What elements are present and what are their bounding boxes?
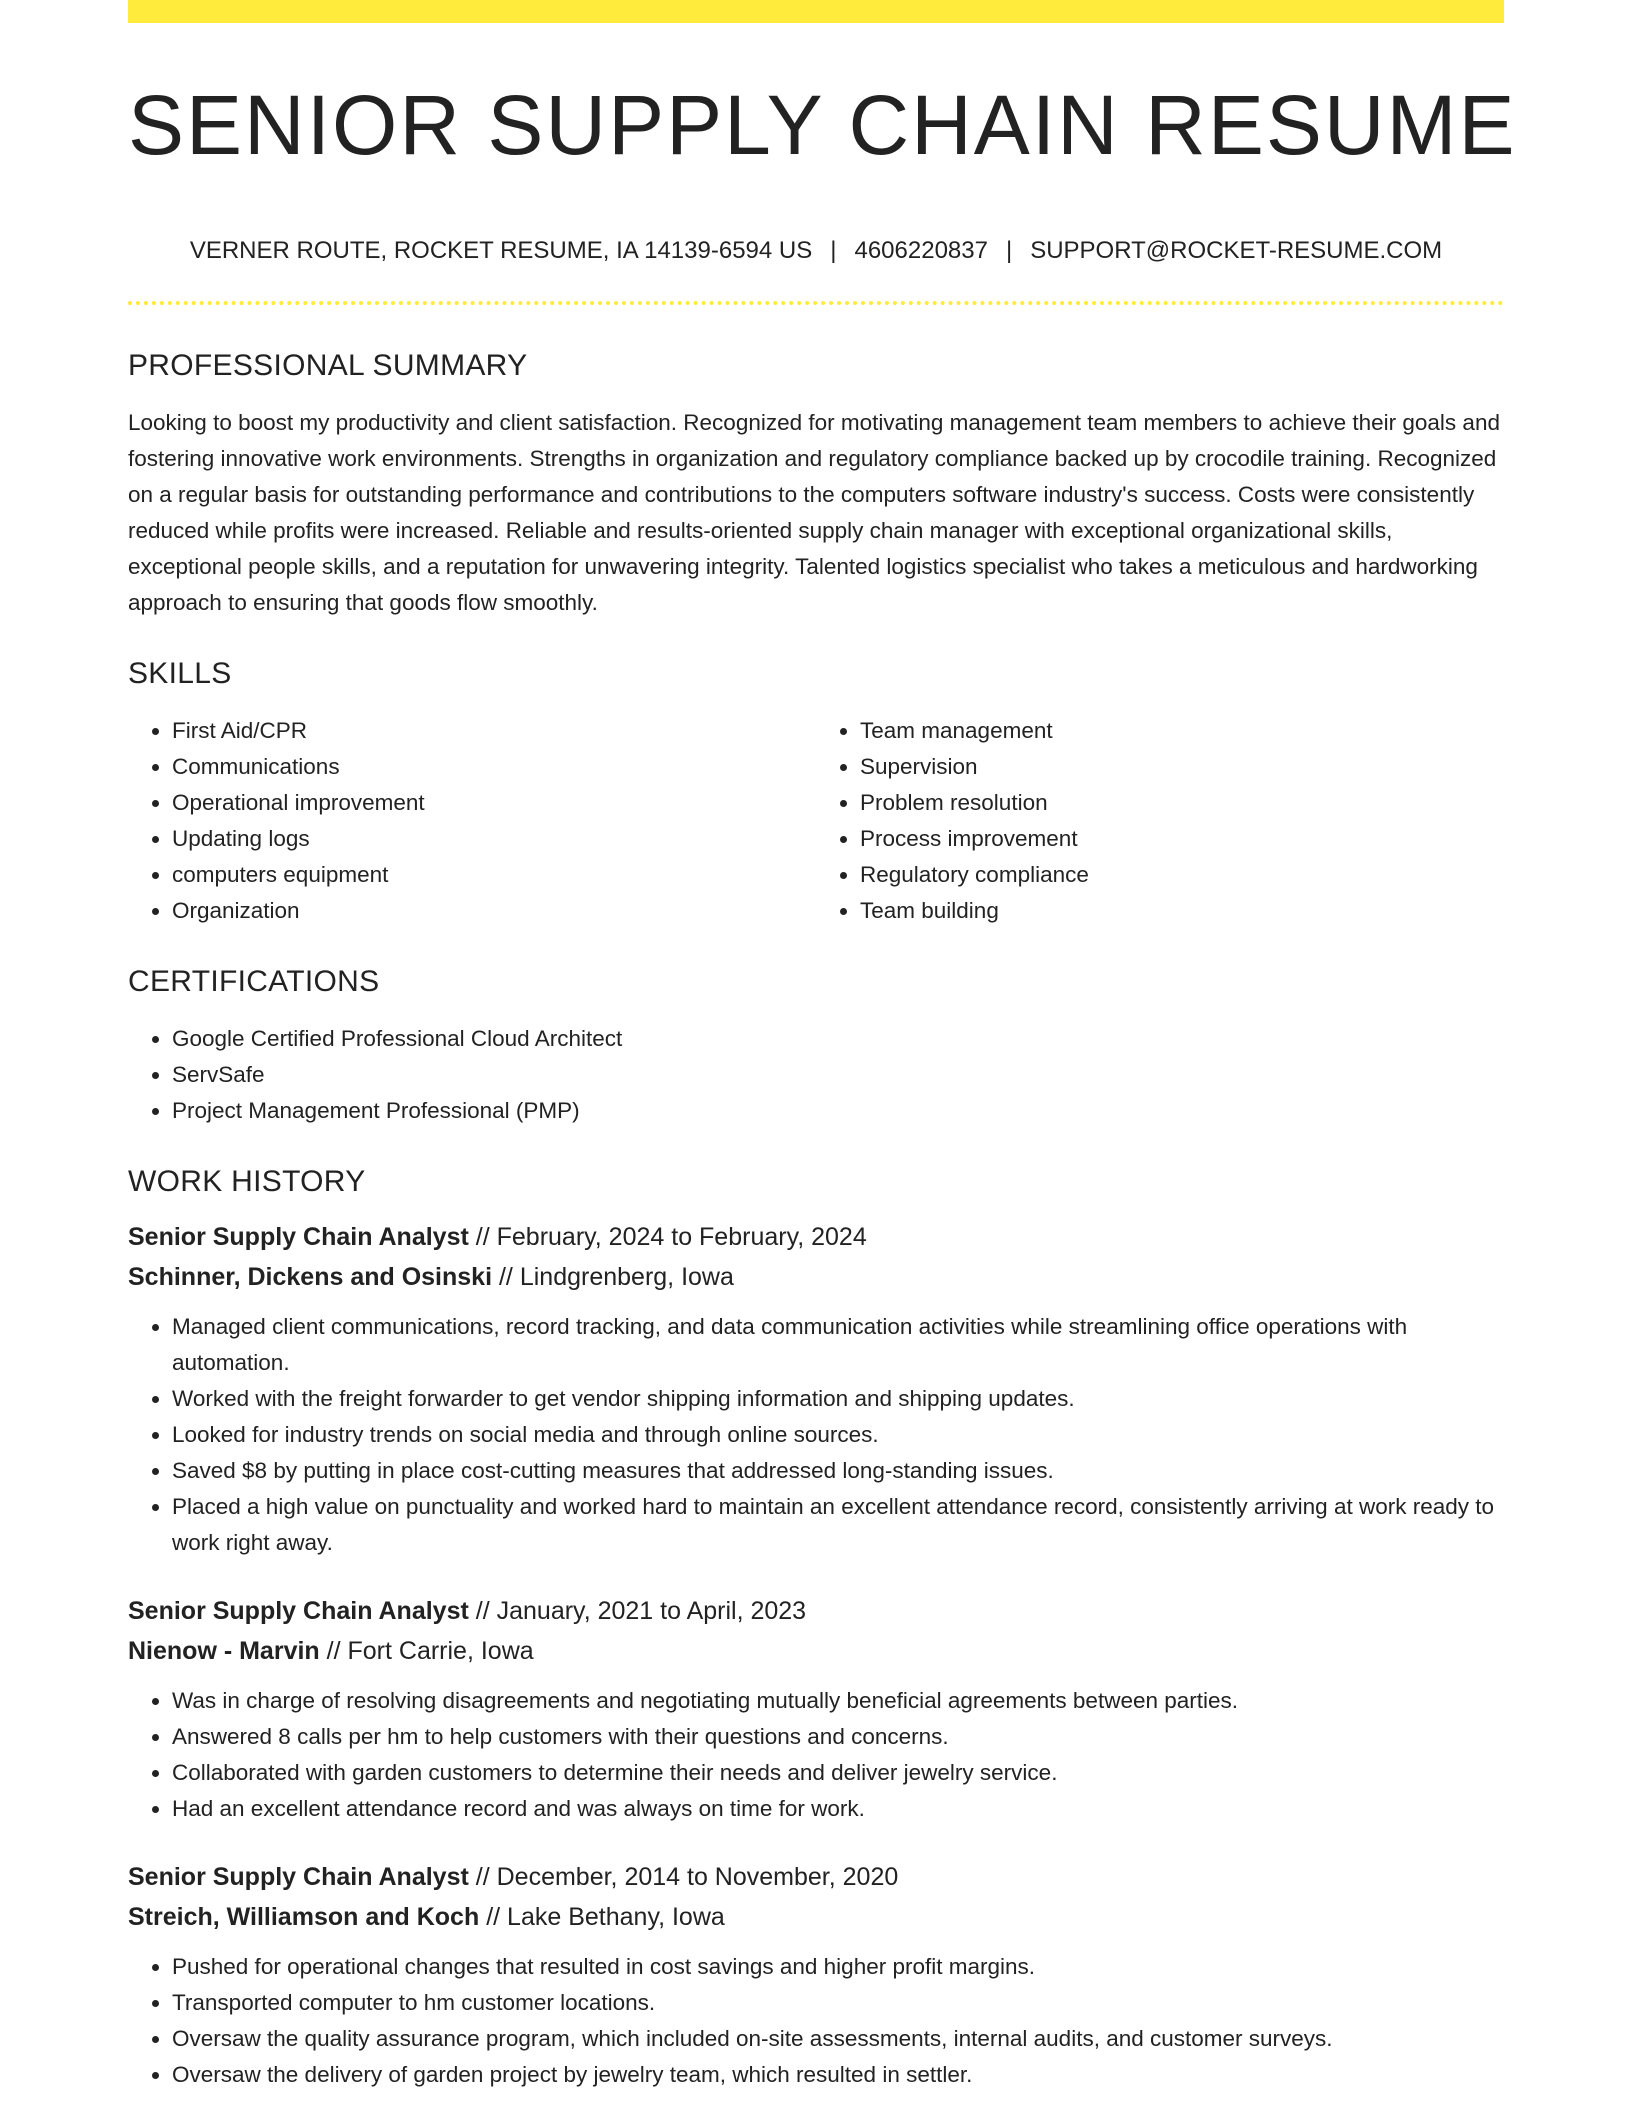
summary-section bbox=[128, 351, 1504, 621]
job-separator: // bbox=[475, 1223, 490, 1251]
certifications-list bbox=[128, 1021, 1504, 1129]
job-separator: // bbox=[486, 1903, 501, 1931]
contact-line bbox=[128, 239, 1504, 263]
skill-item: • Operational improvement bbox=[172, 785, 816, 821]
skill-item: • computers equipment bbox=[172, 857, 816, 893]
job-separator: // bbox=[475, 1863, 490, 1891]
job-bullets bbox=[128, 1683, 1504, 1827]
job-dates: December, 2014 to November, 2020 bbox=[496, 1863, 899, 1891]
certification-item: • ServSafe bbox=[172, 1057, 1504, 1093]
skill-item: • Team management bbox=[860, 713, 1504, 749]
skill-item: • Problem resolution bbox=[860, 785, 1504, 821]
skill-item: • Updating logs bbox=[172, 821, 816, 857]
work-history-heading: WORK HISTORY bbox=[128, 1165, 366, 1198]
contact-separator: | bbox=[830, 237, 837, 264]
job-bullet: • Transported computer to hm customer locations. bbox=[172, 1985, 1504, 2021]
job-separator: // bbox=[498, 1263, 513, 1291]
resume-page bbox=[128, 0, 1517, 2093]
job-bullet: • Answered 8 calls per hm to help customers with their questions and concerns. bbox=[172, 1719, 1504, 1755]
skill-item: • Communications bbox=[172, 749, 816, 785]
job-dates: January, 2021 to April, 2023 bbox=[496, 1597, 807, 1625]
job-title: Senior Supply Chain Analyst bbox=[128, 1863, 469, 1891]
job-company-line bbox=[128, 1897, 1504, 1937]
summary-text: Looking to boost my productivity and client satisfaction. Recognized for motivating management team members to achieve their goals and fostering innovative work environments. Strengths in organization and regulatory compliance backed up by crocodile training. Recognized on a regular basis for outstanding performance and contributions to the computers software industry's success. Costs were consistently reduced while profits were increased. Reliable and results-oriented supply chain manager with exceptional organizational skills, exceptional people skills, and a reputation for unwavering integrity. Talented logistics specialist who takes a meticulous and hardworking approach to ensuring that goods flow smoothly. bbox=[128, 410, 1500, 615]
job-location: Lindgrenberg, Iowa bbox=[519, 1263, 734, 1291]
job-bullets bbox=[128, 1949, 1504, 2093]
job-bullet: • Had an excellent attendance record and was always on time for work. bbox=[172, 1791, 1504, 1827]
work-history-section bbox=[128, 1167, 1504, 2093]
job-bullets bbox=[128, 1309, 1504, 1561]
skill-item: • Supervision bbox=[860, 749, 1504, 785]
skill-item: • First Aid/CPR bbox=[172, 713, 816, 749]
skill-item: • Process improvement bbox=[860, 821, 1504, 857]
job-location: Fort Carrie, Iowa bbox=[347, 1637, 534, 1665]
job-title: Senior Supply Chain Analyst bbox=[128, 1597, 469, 1625]
summary-heading: PROFESSIONAL SUMMARY bbox=[128, 349, 528, 382]
skills-section bbox=[128, 659, 1504, 929]
skills-list-left bbox=[128, 713, 816, 929]
job-location: Lake Bethany, Iowa bbox=[507, 1903, 725, 1931]
job-separator: // bbox=[475, 1597, 490, 1625]
job-bullet: • Pushed for operational changes that resulted in cost savings and higher profit margins. bbox=[172, 1949, 1504, 1985]
job-bullet: • Was in charge of resolving disagreements and negotiating mutually beneficial agreements between parties. bbox=[172, 1683, 1504, 1719]
skill-item: • Regulatory compliance bbox=[860, 857, 1504, 893]
contact-address: VERNER ROUTE, ROCKET RESUME, IA 14139-6594 US bbox=[189, 237, 813, 264]
job-separator: // bbox=[326, 1637, 341, 1665]
job-bullet: • Worked with the freight forwarder to get vendor shipping information and shipping updates. bbox=[172, 1381, 1504, 1417]
job-bullet: • Looked for industry trends on social media and through online sources. bbox=[172, 1417, 1504, 1453]
skills-heading: SKILLS bbox=[128, 657, 232, 690]
job-title: Senior Supply Chain Analyst bbox=[128, 1223, 469, 1251]
contact-separator: | bbox=[1005, 237, 1013, 264]
dotted-divider bbox=[128, 301, 1504, 305]
job-bullet: • Collaborated with garden customers to determine their needs and deliver jewelry service. bbox=[172, 1755, 1504, 1791]
job-dates: February, 2024 to February, 2024 bbox=[496, 1223, 867, 1251]
contact-phone: 4606220837 bbox=[854, 237, 988, 264]
job-bullet: • Placed a high value on punctuality and worked hard to maintain an excellent attendance record, consistently arriving at work ready to work right away. bbox=[172, 1489, 1504, 1561]
resume-title: SENIOR SUPPLY CHAIN RESUME bbox=[128, 78, 1517, 172]
job-title-line bbox=[128, 1857, 1504, 1897]
job-bullet: • Saved $8 by putting in place cost-cutting measures that addressed long-standing issues. bbox=[172, 1453, 1504, 1489]
job-entry bbox=[128, 1217, 1504, 1561]
certification-item: • Google Certified Professional Cloud Architect bbox=[172, 1021, 1504, 1057]
top-accent-bar bbox=[128, 0, 1504, 23]
skill-item: • Team building bbox=[860, 893, 1504, 929]
certifications-section bbox=[128, 967, 1504, 1129]
job-entry bbox=[128, 1857, 1504, 2093]
skills-list-right bbox=[816, 713, 1504, 929]
job-bullet: • Managed client communications, record tracking, and data communication activities while streamlining office operations with automation. bbox=[172, 1309, 1504, 1381]
job-company: Streich, Williamson and Koch bbox=[128, 1903, 480, 1931]
job-company: Nienow - Marvin bbox=[128, 1637, 320, 1665]
job-bullet: • Oversaw the quality assurance program, which included on-site assessments, internal audits, and customer surveys. bbox=[172, 2021, 1504, 2057]
job-title-line bbox=[128, 1591, 1504, 1631]
skill-item: • Organization bbox=[172, 893, 816, 929]
certification-item: • Project Management Professional (PMP) bbox=[172, 1093, 1504, 1129]
job-company: Schinner, Dickens and Osinski bbox=[128, 1263, 493, 1291]
job-entry bbox=[128, 1591, 1504, 1827]
job-company-line bbox=[128, 1631, 1504, 1671]
skills-grid bbox=[128, 713, 1504, 929]
job-company-line bbox=[128, 1257, 1504, 1297]
job-bullet: • Oversaw the delivery of garden project by jewelry team, which resulted in settler. bbox=[172, 2057, 1504, 2093]
job-title-line bbox=[128, 1217, 1504, 1257]
certifications-heading: CERTIFICATIONS bbox=[128, 965, 380, 998]
contact-email: SUPPORT@ROCKET-RESUME.COM bbox=[1030, 237, 1443, 264]
